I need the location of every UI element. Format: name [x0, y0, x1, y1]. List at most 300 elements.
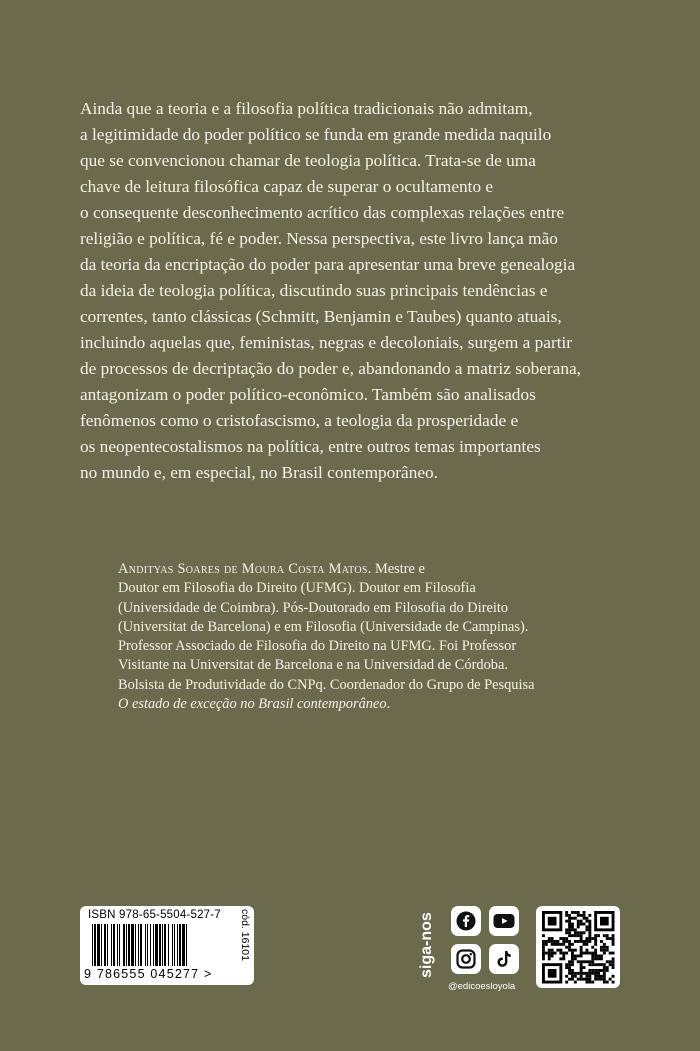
qr-module [568, 978, 571, 981]
qr-module [591, 952, 594, 955]
follow-us-text: siga-nos [418, 912, 435, 978]
blurb-line: a legitimidade do poder político se funda em grande medida naquilo [80, 125, 552, 144]
qr-module [580, 963, 583, 966]
qr-module [559, 957, 562, 960]
qr-module [612, 957, 615, 960]
qr-module [597, 957, 600, 960]
qr-module [568, 963, 571, 966]
qr-module [568, 920, 571, 923]
qr-module [571, 955, 574, 958]
qr-module [542, 940, 545, 943]
qr-module [580, 946, 583, 949]
qr-finder [548, 969, 557, 978]
blurb-line: religião e política, fé e poder. Nessa perspectiva, este livro lança mão [80, 229, 558, 248]
instagram-link[interactable] [451, 944, 481, 974]
qr-module [580, 955, 583, 958]
qr-module [577, 914, 580, 917]
barcode-bar [150, 924, 151, 966]
barcode-bar [131, 924, 134, 966]
qr-module [548, 940, 551, 943]
qr-module [597, 978, 600, 981]
qr-module [586, 928, 589, 931]
blurb-text [80, 96, 660, 486]
qr-module [612, 975, 615, 978]
qr-module [588, 960, 591, 963]
barcode-bar [117, 924, 118, 966]
author-bio [118, 560, 638, 714]
qr-module [557, 949, 560, 952]
qr-module [606, 934, 609, 937]
bio-line [118, 560, 638, 579]
qr-module [554, 943, 557, 946]
qr-module [571, 926, 574, 929]
tiktok-icon [494, 949, 514, 969]
qr-module [612, 981, 615, 984]
qr-module [588, 940, 591, 943]
qr-module [588, 952, 591, 955]
qr-module [568, 960, 571, 963]
qr-module [583, 943, 586, 946]
qr-module [557, 940, 560, 943]
qr-module [545, 943, 548, 946]
blurb-line: da ideia de teologia política, discutindo suas principais tendências e [80, 281, 548, 300]
qr-module [571, 978, 574, 981]
qr-module [583, 940, 586, 943]
qr-module [609, 963, 612, 966]
qr-module [600, 975, 603, 978]
qr-module [612, 966, 615, 969]
qr-module [565, 931, 568, 934]
qr-module [577, 940, 580, 943]
qr-module [568, 917, 571, 920]
qr-module [580, 920, 583, 923]
qr-module [586, 952, 589, 955]
qr-module [577, 911, 580, 914]
qr-module [568, 926, 571, 929]
qr-code-image [536, 906, 620, 988]
qr-module [574, 917, 577, 920]
qr-module [568, 928, 571, 931]
qr-module [571, 911, 574, 914]
qr-module [612, 960, 615, 963]
barcode-bar [147, 924, 148, 966]
qr-module [542, 949, 545, 952]
qr-module [594, 972, 597, 975]
bio-line: Visitante na Universitat de Barcelona e na Universidad de Córdoba. [118, 657, 508, 674]
qr-module [571, 957, 574, 960]
blurb-line: que se convencionou chamar de teologia política. Trata-se de uma [80, 151, 536, 170]
qr-module [583, 923, 586, 926]
qr-module [609, 937, 612, 940]
qr-module [574, 911, 577, 914]
qr-module [586, 926, 589, 929]
qr-module [583, 911, 586, 914]
qr-module [591, 955, 594, 958]
qr-module [586, 943, 589, 946]
bio-text: . [386, 696, 391, 713]
qr-module [594, 975, 597, 978]
bio-line: Doutor em Filosofia do Direito (UFMG). Doutor em Filosofia [118, 580, 476, 597]
qr-module [574, 955, 577, 958]
qr-module [568, 972, 571, 975]
qr-module [551, 937, 554, 940]
qr-module [594, 955, 597, 958]
qr-module [568, 969, 571, 972]
qr-module [603, 949, 606, 952]
barcode-bar [172, 924, 173, 966]
blurb-line: da teoria da encriptação do poder para apresentar uma breve genealogia [80, 255, 576, 274]
qr-module [603, 972, 606, 975]
qr-module [542, 934, 545, 937]
barcode-bar [107, 924, 108, 966]
qr-module [606, 969, 609, 972]
qr-module [597, 934, 600, 937]
qr-module [568, 949, 571, 952]
qr-module [600, 949, 603, 952]
qr-module [562, 943, 565, 946]
qr-module [580, 975, 583, 978]
qr-module [542, 946, 545, 949]
qr-module [574, 940, 577, 943]
qr-module [577, 923, 580, 926]
bio-text: . Mestre e [367, 561, 425, 577]
qr-module [594, 963, 597, 966]
qr-module [588, 969, 591, 972]
qr-module [562, 940, 565, 943]
qr-module [594, 949, 597, 952]
qr-module [568, 914, 571, 917]
qr-module [588, 972, 591, 975]
bio-line: (Universitat de Barcelona) e em Filosofia (Universidade de Campinas). [118, 618, 529, 635]
qr-module [571, 975, 574, 978]
barcode-bar [138, 924, 139, 966]
qr-module [574, 981, 577, 984]
qr-module [577, 920, 580, 923]
blurb-line: antagonizam o poder político-econômico. Também são analisados [80, 385, 536, 404]
qr-module [565, 937, 568, 940]
qr-module [603, 981, 606, 984]
qr-module [574, 949, 577, 952]
qr-module [551, 952, 554, 955]
qr-module [586, 917, 589, 920]
qr-module [597, 972, 600, 975]
qr-module [565, 914, 568, 917]
qr-module [568, 940, 571, 943]
qr-module [594, 943, 597, 946]
qr-module [542, 957, 545, 960]
qr-module [600, 946, 603, 949]
qr-module [571, 928, 574, 931]
isbn-barcode [80, 906, 254, 985]
qr-module [574, 931, 577, 934]
qr-module [577, 934, 580, 937]
qr-module [586, 975, 589, 978]
qr-module [612, 934, 615, 937]
qr-module [548, 949, 551, 952]
barcode-bar [155, 924, 158, 966]
qr-module [542, 943, 545, 946]
qr-module [562, 957, 565, 960]
qr-module [591, 972, 594, 975]
qr-module [559, 937, 562, 940]
qr-module [606, 966, 609, 969]
qr-module [545, 952, 548, 955]
qr-module [586, 940, 589, 943]
qr-module [571, 934, 574, 937]
qr-module [591, 946, 594, 949]
qr-module [565, 940, 568, 943]
barcode-bar [153, 924, 154, 966]
qr-module [565, 952, 568, 955]
qr-module [594, 952, 597, 955]
barcode-bar [94, 924, 96, 966]
qr-module [597, 975, 600, 978]
qr-module [551, 940, 554, 943]
blurb-line: incluindo aquelas que, feministas, negras e decoloniais, surgem a partir [80, 333, 573, 352]
blurb-line: chave de leitura filosófica capaz de superar o ocultamento e [80, 177, 494, 196]
qr-module [588, 928, 591, 931]
bio-line: (Universidade de Coimbra). Pós-Doutorado em Filosofia do Direito [118, 599, 509, 616]
qr-module [591, 981, 594, 984]
blurb-line: de processos de decriptação do poder e, abandonando a matriz soberana, [80, 359, 581, 378]
qr-module [568, 943, 571, 946]
qr-module [571, 943, 574, 946]
barcode-bar [119, 924, 120, 966]
qr-module [609, 960, 612, 963]
qr-module [600, 957, 603, 960]
qr-module [588, 914, 591, 917]
qr-finder [600, 917, 609, 926]
qr-module [580, 966, 583, 969]
tiktok-link[interactable] [489, 944, 519, 974]
qr-module [574, 972, 577, 975]
qr-module [591, 937, 594, 940]
instagram-icon [456, 949, 476, 969]
qr-module [594, 957, 597, 960]
qr-module [603, 952, 606, 955]
qr-module [554, 952, 557, 955]
blurb-line: fenômenos como o cristofascismo, a teologia da prosperidade e [80, 411, 519, 430]
barcode-bar [113, 924, 115, 966]
qr-module [548, 955, 551, 958]
qr-module [565, 920, 568, 923]
qr-module [600, 940, 603, 943]
qr-module [583, 972, 586, 975]
isbn-text: ISBN 978-65-5504-527-7 [88, 909, 221, 921]
qr-module [571, 972, 574, 975]
qr-module [574, 975, 577, 978]
qr-module [588, 963, 591, 966]
blurb-line: correntes, tanto clássicas (Schmitt, Benjamin e Taubes) quanto atuais, [80, 307, 562, 326]
qr-module [591, 963, 594, 966]
barcode-bar [123, 924, 125, 966]
qr-module [597, 955, 600, 958]
qr-module [568, 946, 571, 949]
qr-module [588, 978, 591, 981]
barcode-bar [174, 924, 175, 966]
qr-module [548, 957, 551, 960]
qr-module [603, 966, 606, 969]
qr-module [565, 963, 568, 966]
qr-module [545, 940, 548, 943]
qr-code[interactable] [536, 906, 620, 988]
qr-module [565, 911, 568, 914]
bio-line: Professor Associado de Filosofia do Direito na UFMG. Foi Professor [118, 638, 517, 655]
qr-module [603, 963, 606, 966]
qr-module [548, 952, 551, 955]
qr-module [557, 943, 560, 946]
qr-module [571, 923, 574, 926]
qr-module [606, 937, 609, 940]
qr-module [577, 955, 580, 958]
qr-module [588, 937, 591, 940]
qr-module [586, 978, 589, 981]
barcode-bar [128, 924, 130, 966]
qr-module [583, 960, 586, 963]
qr-module [554, 940, 557, 943]
qr-module [574, 928, 577, 931]
book-title: O estado de exceção no Brasil contemporâneo [118, 696, 387, 713]
barcode-bar [92, 924, 93, 966]
barcode-bar [179, 924, 181, 966]
barcode-bar [159, 924, 161, 966]
qr-module [588, 931, 591, 934]
qr-module [568, 931, 571, 934]
qr-module [559, 952, 562, 955]
blurb-line: no mundo e, em especial, no Brasil contemporâneo. [80, 463, 439, 482]
qr-module [580, 949, 583, 952]
barcode-bar [135, 924, 136, 966]
barcode-bar [101, 924, 102, 966]
qr-module [588, 981, 591, 984]
qr-module [568, 923, 571, 926]
qr-module [562, 952, 565, 955]
qr-module [583, 917, 586, 920]
qr-module [565, 946, 568, 949]
qr-module [612, 937, 615, 940]
qr-module [591, 969, 594, 972]
qr-module [588, 923, 591, 926]
facebook-icon [456, 911, 476, 931]
qr-module [542, 952, 545, 955]
barcode-bar [164, 924, 166, 966]
qr-module [568, 966, 571, 969]
qr-module [583, 952, 586, 955]
youtube-link[interactable] [489, 906, 519, 936]
qr-module [562, 955, 565, 958]
qr-module [612, 952, 615, 955]
qr-module [586, 981, 589, 984]
qr-module [588, 975, 591, 978]
blurb-line: o consequente desconhecimento acrítico das complexas relações entre [80, 203, 565, 222]
qr-module [588, 926, 591, 929]
qr-module [586, 937, 589, 940]
qr-module [571, 963, 574, 966]
qr-module [591, 957, 594, 960]
qr-module [606, 981, 609, 984]
qr-module [565, 966, 568, 969]
qr-module [603, 978, 606, 981]
author-name: Andityas Soares de Moura Costa Matos [118, 561, 368, 577]
qr-module [583, 914, 586, 917]
qr-module [609, 978, 612, 981]
qr-module [577, 931, 580, 934]
barcode-bar [145, 924, 146, 966]
qr-module [548, 937, 551, 940]
qr-module [565, 975, 568, 978]
qr-module [594, 937, 597, 940]
qr-module [580, 914, 583, 917]
qr-module [571, 917, 574, 920]
social-handle: @edicoesloyola [448, 981, 516, 992]
facebook-link[interactable] [451, 906, 481, 936]
barcode-bars [92, 924, 230, 966]
qr-module [580, 934, 583, 937]
barcode-bar [177, 924, 178, 966]
qr-module [577, 978, 580, 981]
barcode-bar [186, 924, 187, 966]
qr-module [568, 934, 571, 937]
barcode-bar [140, 924, 142, 966]
qr-module [586, 972, 589, 975]
barcode-bar [168, 924, 169, 966]
qr-module [571, 952, 574, 955]
qr-module [603, 943, 606, 946]
qr-module [565, 928, 568, 931]
qr-module [551, 943, 554, 946]
qr-module [606, 960, 609, 963]
qr-module [603, 969, 606, 972]
qr-module [591, 960, 594, 963]
qr-module [577, 926, 580, 929]
barcode-bar [104, 924, 106, 966]
qr-module [600, 955, 603, 958]
qr-module [597, 969, 600, 972]
qr-module [600, 969, 603, 972]
qr-module [594, 940, 597, 943]
qr-module [574, 934, 577, 937]
qr-module [551, 955, 554, 958]
qr-module [586, 920, 589, 923]
qr-module [594, 934, 597, 937]
qr-module [571, 960, 574, 963]
barcode-bar [111, 924, 112, 966]
qr-module [580, 940, 583, 943]
barcode-bar [97, 924, 100, 966]
barcode-bar [126, 924, 127, 966]
qr-module [577, 972, 580, 975]
qr-module [612, 963, 615, 966]
qr-module [597, 963, 600, 966]
qr-module [577, 960, 580, 963]
qr-module [583, 931, 586, 934]
qr-module [586, 960, 589, 963]
barcode-bar [162, 924, 163, 966]
youtube-icon [493, 913, 515, 929]
qr-module [594, 978, 597, 981]
qr-module [580, 960, 583, 963]
qr-module [580, 978, 583, 981]
qr-module [588, 934, 591, 937]
product-code: cód. 16101 [239, 909, 251, 961]
qr-module [574, 957, 577, 960]
barcode-number: 9 786555 045277 > [84, 967, 213, 981]
qr-module [603, 975, 606, 978]
qr-module [606, 946, 609, 949]
qr-module [580, 952, 583, 955]
qr-module [559, 949, 562, 952]
qr-module [609, 952, 612, 955]
